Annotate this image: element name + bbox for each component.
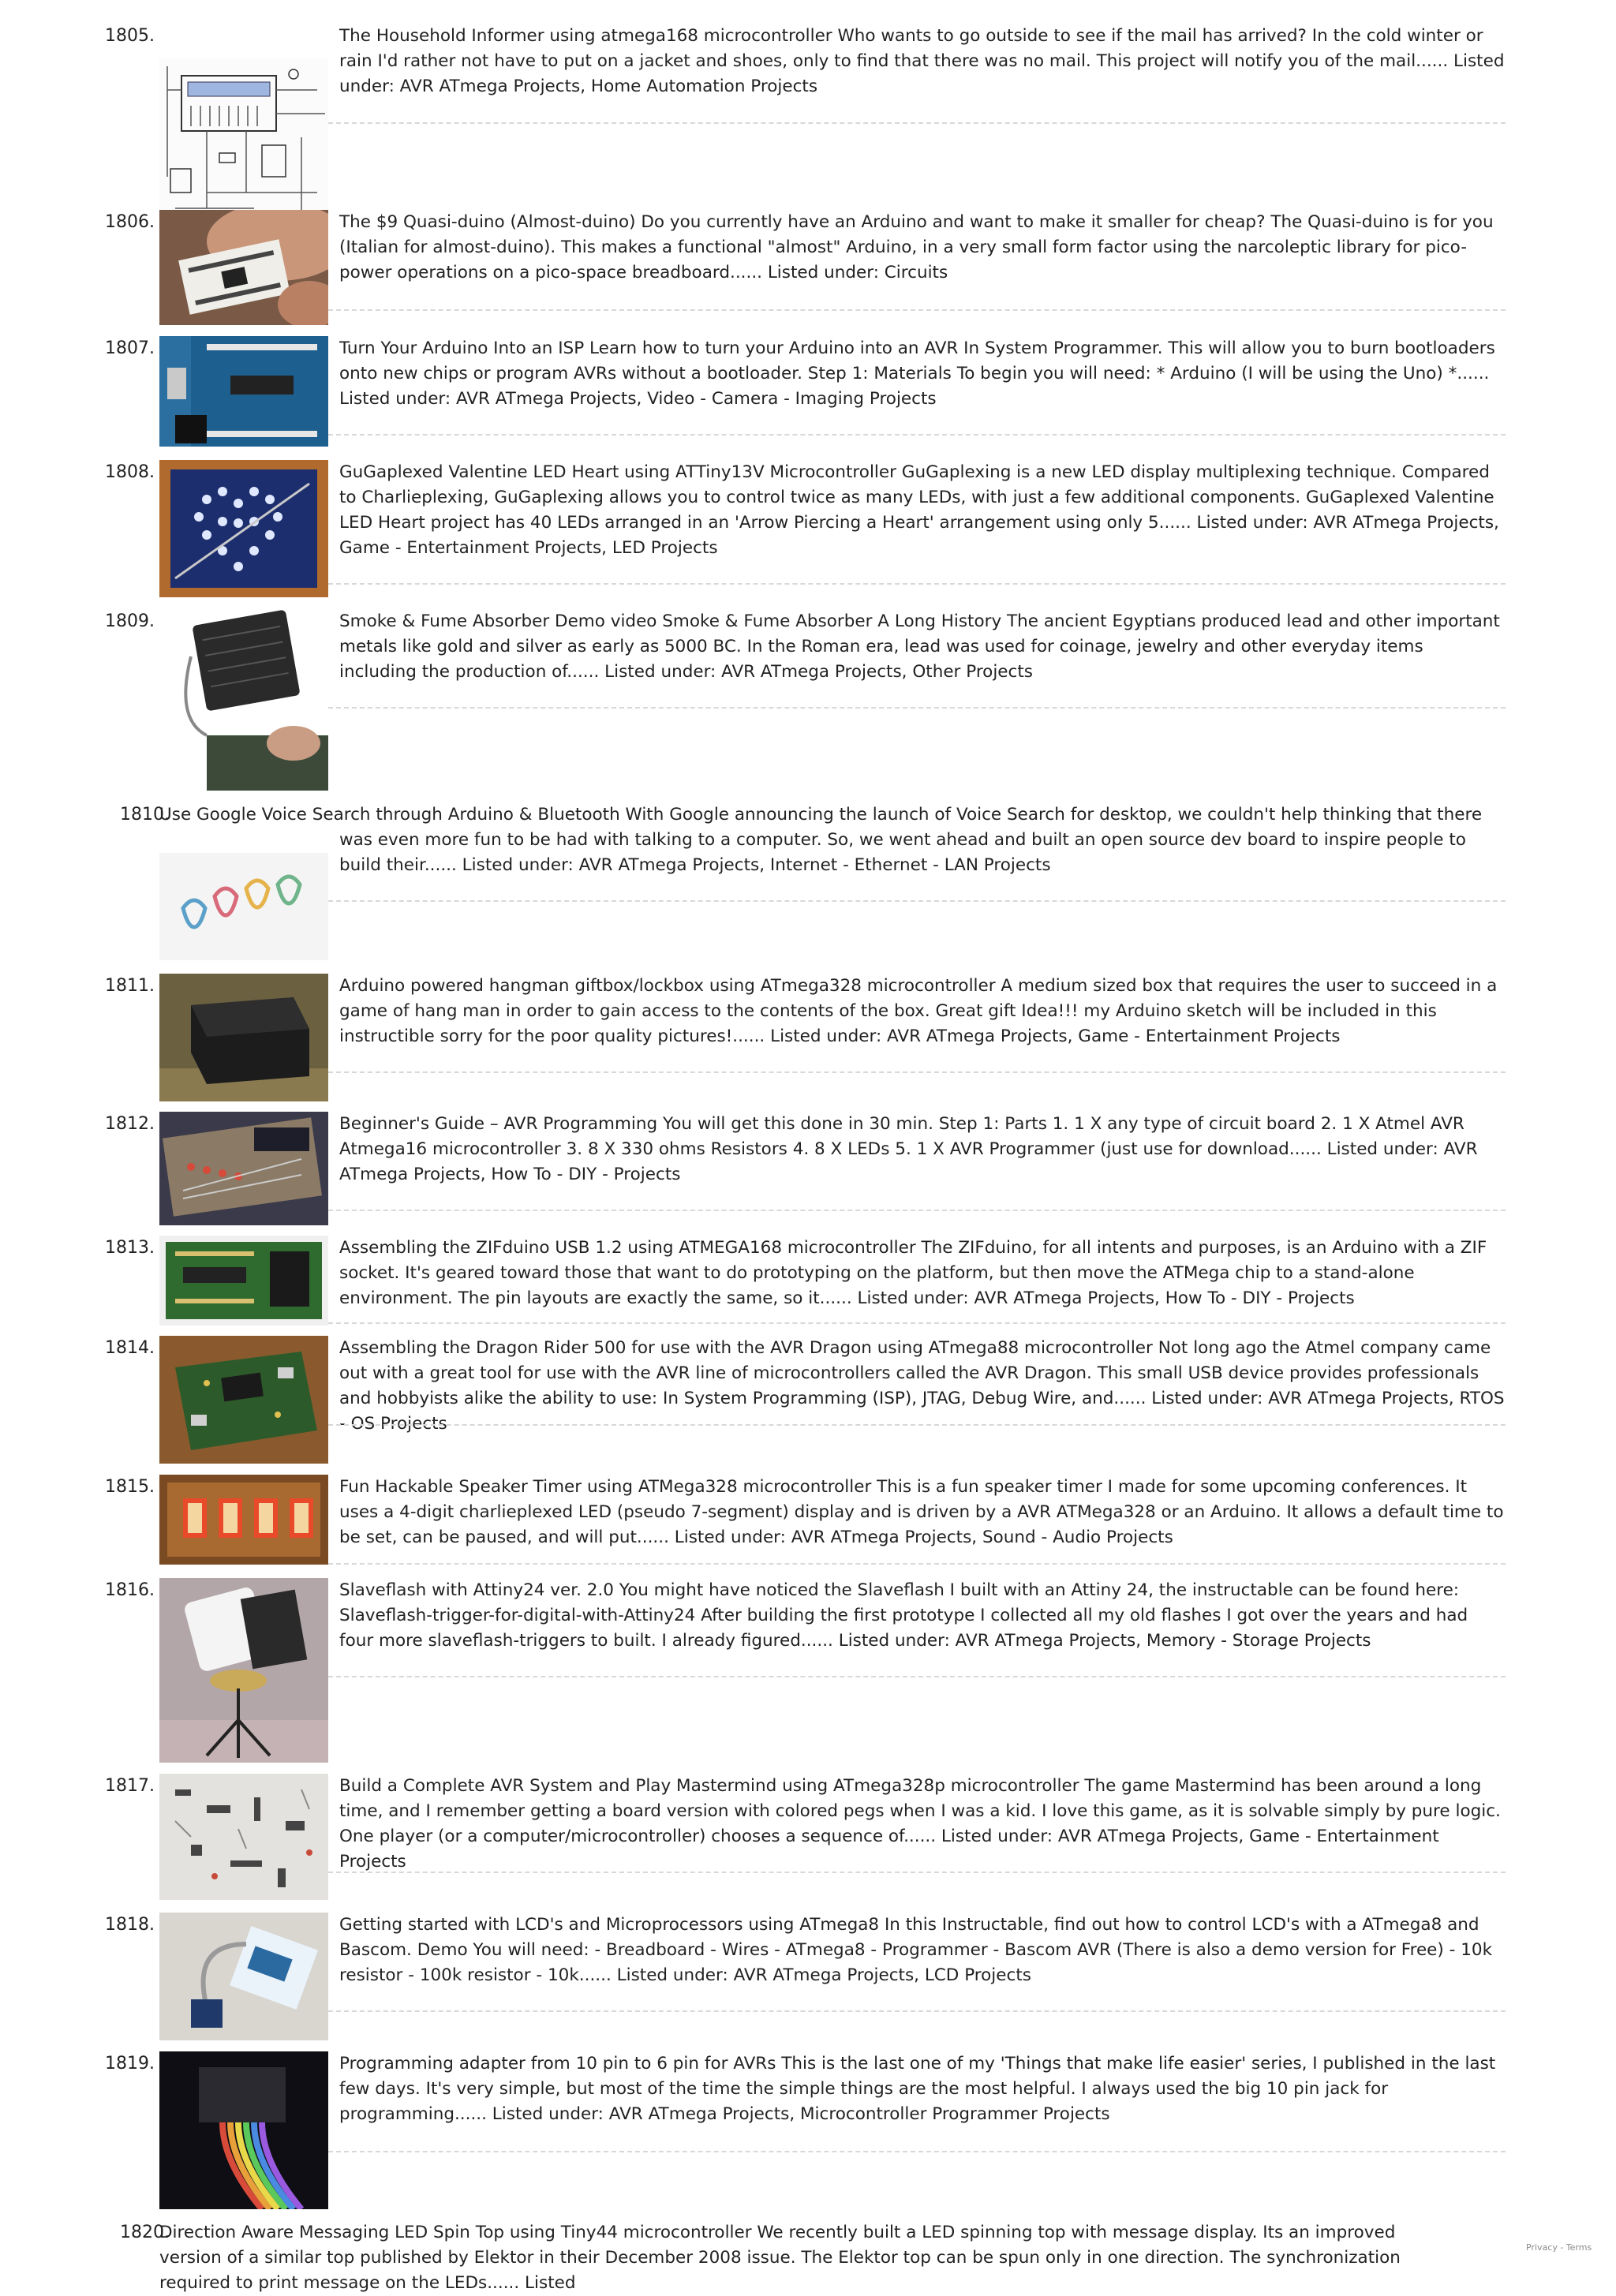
project-thumbnail[interactable]	[159, 1112, 328, 1225]
item-number: 1818.	[105, 1915, 155, 1935]
project-thumbnail[interactable]	[159, 58, 328, 222]
item-divider	[328, 1872, 1506, 1873]
item-number: 1814.	[105, 1338, 155, 1358]
item-description[interactable]: Assembling the Dragon Rider 500 for use with the AVR Dragon using ATmega88 microcontroller Not long ago the Atmel company came out with a great tool for use with the AVR line of microcontrollers called the AVR Dragon. This small USB device provides professionals and hobbyists alike the ability to use: In System Programming (ISP), JTAG, Debug Wire, and...... Listed under: AVR ATmega Projects, RTOS - OS Projects	[339, 1338, 1505, 1434]
item-description[interactable]: Turn Your Arduino Into an ISP Learn how to turn your Arduino into an AVR In System Programmer. This will allow you to burn bootloaders onto new chips or program AVRs without a bootloader. Step 1: Materials To begin you will need: * Arduino (I will be using the Uno) *...... Listed under: AVR ATmega Projects, Video - Camera - Imaging Projects	[339, 338, 1495, 409]
project-thumbnail[interactable]	[159, 1774, 328, 1900]
item-divider	[328, 309, 1506, 311]
item-divider	[328, 122, 1506, 124]
dragon-board-image	[159, 1336, 328, 1464]
item-number: 1815.	[105, 1477, 155, 1497]
project-thumbnail[interactable]	[159, 1475, 328, 1565]
project-thumbnail[interactable]	[159, 1236, 328, 1326]
schematic-image	[159, 58, 328, 222]
project-thumbnail[interactable]	[159, 1336, 328, 1464]
item-number: 1807.	[105, 338, 155, 358]
project-thumbnail[interactable]	[159, 1913, 328, 2040]
project-thumbnail[interactable]	[159, 336, 328, 447]
lcd-cable-image	[159, 1913, 328, 2040]
item-description[interactable]: Programming adapter from 10 pin to 6 pin for AVRs This is the last one of my 'Things that make life easier' series, I published in the last few days. It's very simple, but most of the time the simple things are the most helpful. I always used the big 10 pin jack for programming...... Listed under: AVR ATmega Projects, Microcontroller Programmer Projects	[339, 2054, 1496, 2124]
project-thumbnail[interactable]	[159, 974, 328, 1101]
item-number: 1809.	[105, 611, 155, 631]
item-divider	[328, 434, 1506, 436]
item-description[interactable]: Slaveflash with Attiny24 ver. 2.0 You might have noticed the Slaveflash I built with an Attiny 24, the instructable can be found here: Slaveflash-trigger-for-digital-with-Attiny24 After building the first prototype I collected all my old flashes I got over the years and had four more slaveflash-triggers to built. I already figured...... Listed under: AVR ATmega Projects, Memory - Storage Projects	[339, 1580, 1468, 1651]
item-number: 1819.	[105, 2054, 155, 2074]
item-description[interactable]: Getting started with LCD's and Microprocessors using ATmega8 In this Instructable, find out how to control LCD's with a ATmega8 and Bascom. Demo You will need: - Breadboard - Wires - ATmega8 - Programmer - Bascom AVR (There is also a demo version for Free) - 10k resistor - 100k resistor - 10k...... Listed under: AVR ATmega Projects, LCD Projects	[339, 1915, 1493, 1985]
item-number: 1820.	[120, 2223, 170, 2242]
item-description[interactable]: Assembling the ZIFduino USB 1.2 using ATMEGA168 microcontroller The ZIFduino, for all intents and purposes, is an Arduino with a ZIF socket. It's geared toward those that want to do prototyping on the platform, but then move the ATMega chip to a stand-alone environment. The pin layouts are exactly the same, so it...... Listed under: AVR ATmega Projects, How To - DIY - Projects	[339, 1238, 1487, 1308]
item-description[interactable]: Direction Aware Messaging LED Spin Top using Tiny44 microcontroller We recently built a LED spinning top with message display. Its an improved version of a similar top published by Elektor in their December 2008 issue. The Elektor top can be spun only in one direction. The synchronization required to print message on the LEDs...... Listed	[159, 2223, 1401, 2293]
item-divider	[328, 1676, 1506, 1677]
item-description[interactable]: Fun Hackable Speaker Timer using ATMega328 microcontroller This is a fun speaker timer I made for some upcoming conferences. It uses a 4-digit charlieplexed LED (pseudo 7-segment) display and is driven by a AVR ATMega328 or an Arduino. It allows a default time to be set, can be paused, and will put...... Listed under: AVR ATmega Projects, Sound - Audio Projects	[339, 1477, 1504, 1547]
item-number: 1811.	[105, 976, 155, 996]
item-description[interactable]: The $9 Quasi-duino (Almost-duino) Do you currently have an Arduino and want to make it smaller for cheap? The Quasi-duino is for you (Italian for almost-duino). This makes a functional "almost" Arduino, in a very small form factor using the narcoleptic library for pico-power operations on a pico-space breadboard...... Listed under: Circuits	[339, 212, 1494, 282]
item-number: 1813.	[105, 1238, 155, 1258]
item-description[interactable]: The Household Informer using atmega168 microcontroller Who wants to go outside to see if the mail has arrived? In the cold winter or rain I'd rather not have to put on a jacket and shoes, only to find that there was no mail. This project will notify you of the mail...... Listed under: AVR ATmega Projects, Home Automation Projects	[339, 26, 1505, 96]
item-number: 1816.	[105, 1580, 155, 1600]
arduino-board-image	[159, 336, 328, 447]
item-divider	[328, 900, 1506, 902]
item-divider	[328, 2010, 1506, 2012]
project-thumbnail[interactable]	[159, 609, 328, 791]
led-heart-image	[159, 460, 328, 597]
project-thumbnail[interactable]	[159, 1578, 328, 1763]
project-thumbnail[interactable]	[159, 2051, 328, 2209]
item-divider	[328, 1210, 1506, 1211]
item-number: 1810.	[120, 805, 170, 825]
fume-absorber-image	[159, 609, 328, 791]
project-thumbnail[interactable]	[159, 853, 328, 960]
project-thumbnail[interactable]	[159, 460, 328, 597]
item-divider	[328, 2151, 1506, 2152]
dev-boards-image	[159, 853, 328, 960]
item-divider	[328, 583, 1506, 585]
privacy-terms-link[interactable]: Privacy - Terms	[1526, 2242, 1592, 2253]
item-divider	[328, 1563, 1506, 1565]
item-description[interactable]: Arduino powered hangman giftbox/lockbox using ATmega328 microcontroller A medium sized box that requires the user to succeed in a game of hang man in order to gain access to the contents of the box. Great gift Idea!!! my Arduino sketch will be included in this instructible sorry for the poor quality pictures!...... Listed under: AVR ATmega Projects, Game - Entertainment Projects	[339, 976, 1498, 1046]
item-number: 1817.	[105, 1776, 155, 1796]
item-description[interactable]: Build a Complete AVR System and Play Mastermind using ATmega328p microcontroller The game Mastermind has been around a long time, and I remember getting a board version with colored pegs when I was a kid. I love this game, as it is solvable simply by pure logic. One player (or a computer/microcontroller) chooses a sequence of...... Listed under: AVR ATmega Projects, Game - Entertainment Projects	[339, 1776, 1501, 1872]
proto-circuit-image	[159, 1112, 328, 1225]
green-pcb-image	[159, 1236, 328, 1326]
item-divider	[328, 707, 1506, 709]
item-description[interactable]: Smoke & Fume Absorber Demo video Smoke & Fume Absorber A Long History The ancient Egyptians produced lead and other important metals like gold and silver as early as 5000 BC. In the Roman era, lead was used for coinage, jewelry and other everyday items including the production of...... Listed under: AVR ATmega Projects, Other Projects	[339, 611, 1500, 682]
item-divider	[328, 1322, 1506, 1324]
black-box-image	[159, 974, 328, 1101]
ribbon-cable-image	[159, 2051, 328, 2209]
item-description[interactable]: Use Google Voice Search through Arduino & Bluetooth With Google announcing the launch of Voice Search for desktop, we couldn't help thinking that there was even more fun to be had with talking to a computer. So, we went ahead and built an open source dev board to inspire people to build their...... Listed under: AVR ATmega Projects, Internet - Ethernet - LAN Projects	[159, 805, 1483, 875]
led-timer-image	[159, 1475, 328, 1565]
project-thumbnail[interactable]	[159, 210, 328, 325]
item-divider	[328, 1071, 1506, 1073]
item-description[interactable]: Beginner's Guide – AVR Programming You will get this done in 30 min. Step 1: Parts 1. 1 X any type of circuit board 2. 1 X Atmel AVR Atmega16 microcontroller 3. 8 X 330 ohms Resistors 4. 8 X LEDs 5. 1 X AVR Programmer (just use for download...... Listed under: AVR ATmega Projects, How To - DIY - Projects	[339, 1114, 1478, 1184]
item-description[interactable]: GuGaplexed Valentine LED Heart using ATTiny13V Microcontroller GuGaplexing is a new LED display multiplexing technique. Compared to Charlieplexing, GuGaplexing allows you to control twice as many LEDs, with just a few additional components. GuGaplexed Valentine LED Heart project has 40 LEDs arranged in an 'Arrow Piercing a Heart' arrangement using only 5...... Listed under: AVR ATmega Projects, Game - Entertainment Projects, LED Projects	[339, 462, 1499, 558]
item-number: 1808.	[105, 462, 155, 482]
breadboard-hand-image	[159, 210, 328, 325]
item-number: 1805.	[105, 26, 155, 46]
slaveflash-image	[159, 1578, 328, 1763]
item-divider	[328, 1424, 1506, 1426]
item-number: 1812.	[105, 1114, 155, 1134]
parts-image	[159, 1774, 328, 1900]
item-number: 1806.	[105, 212, 155, 232]
